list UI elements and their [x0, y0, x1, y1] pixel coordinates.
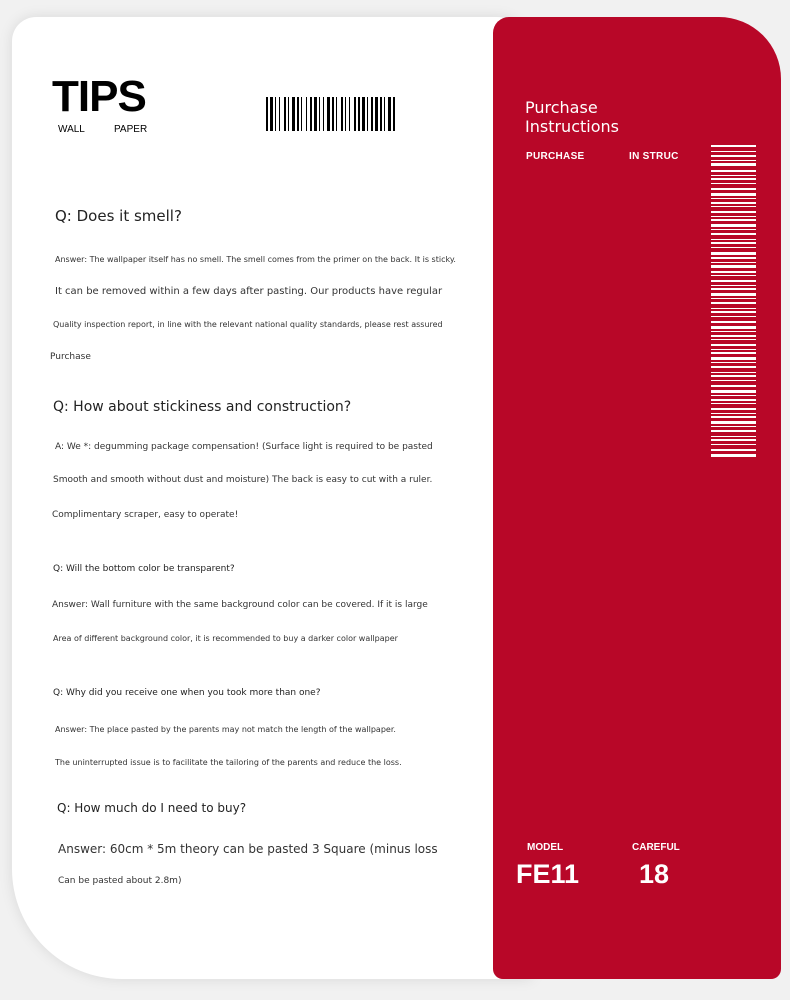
barcode-bar [310, 97, 312, 131]
barcode-stripe [711, 257, 756, 259]
faq-question-1: Q: Does it smell? [55, 207, 182, 225]
barcode-stripe [711, 206, 756, 207]
barcode-bar [266, 97, 268, 131]
barcode-stripe [711, 288, 756, 290]
barcode-bar [393, 97, 395, 131]
barcode-stripe [711, 385, 756, 387]
barcode-bar [327, 97, 330, 131]
barcode-stripe [711, 413, 756, 414]
barcode-stripe [711, 211, 756, 213]
careful-value: 18 [639, 859, 670, 889]
faq-question-4: Q: Why did you receive one when you took more than one? [53, 688, 321, 698]
faq-answer-5-line-2: Can be pasted about 2.8m) [58, 876, 182, 886]
barcode-stripe [711, 311, 756, 313]
faq-answer-2-line-3: Complimentary scraper, easy to operate! [52, 510, 239, 520]
barcode-bar [367, 97, 368, 131]
barcode-stripe [711, 430, 756, 432]
model-value: FE11 [516, 859, 580, 889]
barcode-stripe [711, 285, 756, 286]
barcode-stripe [711, 326, 756, 329]
barcode-bar [279, 97, 280, 131]
faq-answer-1-line-3: Quality inspection report, in line with the relevant national quality standards, please rest assured [53, 320, 443, 329]
barcode-vertical [711, 145, 756, 571]
barcode-stripe [711, 454, 756, 457]
faq-answer-2-line-2: Smooth and smooth without dust and moisture) The back is easy to cut with a ruler. [53, 475, 433, 485]
barcode-stripe [711, 216, 756, 217]
panel-label-instruc: IN STRUC [629, 151, 679, 162]
tips-title: TIPS [52, 72, 146, 121]
faq-question-3: Q: Will the bottom color be transparent? [53, 564, 235, 574]
barcode-bar [301, 97, 302, 131]
faq-answer-2-line-1: A: We *: degumming package compensation! (Surface light is required to be pasted [55, 442, 433, 452]
barcode-stripe [711, 399, 756, 401]
barcode-stripe [711, 380, 756, 381]
barcode-bar [371, 97, 373, 131]
barcode-bar [297, 97, 299, 131]
barcode-stripe [711, 247, 756, 248]
tips-card [12, 17, 532, 979]
barcode-bar [349, 97, 350, 131]
barcode-stripe [711, 198, 756, 199]
barcode-bar [332, 97, 334, 131]
barcode-stripe [711, 416, 756, 418]
barcode-stripe [711, 352, 756, 354]
faq-answer-3-line-1: Answer: Wall furniture with the same background color can be covered. If it is large [52, 600, 428, 610]
barcode-stripe [711, 449, 756, 451]
panel-label-purchase: PURCHASE [526, 151, 585, 162]
barcode-stripe [711, 362, 756, 363]
careful-label: CAREFUL [632, 842, 680, 853]
barcode-stripe [711, 316, 756, 317]
barcode-stripe [711, 421, 756, 424]
barcode-stripe [711, 155, 756, 157]
tips-sub-paper: PAPER [114, 124, 148, 135]
barcode-stripe [711, 339, 756, 340]
barcode-stripe [711, 265, 756, 268]
barcode-bar [380, 97, 382, 131]
barcode-stripe [711, 293, 756, 296]
barcode-stripe [711, 298, 756, 299]
barcode-stripe [711, 357, 756, 360]
barcode-stripe [711, 280, 756, 282]
faq-answer-4-line-1: Answer: The place pasted by the parents may not match the length of the wallpaper. [55, 725, 396, 734]
barcode-bar [336, 97, 337, 131]
barcode-horizontal [266, 97, 464, 131]
barcode-stripe [711, 444, 756, 445]
barcode-bar [341, 97, 343, 131]
barcode-stripe [711, 233, 756, 235]
barcode-stripe [711, 331, 756, 332]
barcode-stripe [711, 183, 756, 184]
barcode-stripe [711, 408, 756, 410]
barcode-stripe [711, 242, 756, 244]
barcode-stripe [711, 375, 756, 377]
barcode-bar [345, 97, 346, 131]
barcode-bar [384, 97, 385, 131]
barcode-stripe [711, 175, 756, 176]
barcode-stripe [711, 224, 756, 227]
faq-answer-4-line-2: The uninterrupted issue is to facilitate the tailoring of the parents and reduce the loss. [55, 758, 402, 767]
barcode-stripe [711, 436, 756, 437]
barcode-stripe [711, 426, 756, 427]
barcode-stripe [711, 163, 756, 166]
barcode-stripe [711, 271, 756, 273]
barcode-bar [358, 97, 360, 131]
barcode-stripe [711, 403, 756, 404]
barcode-stripe [711, 395, 756, 396]
barcode-bar [284, 97, 286, 131]
barcode-bar [375, 97, 378, 131]
barcode-stripe [711, 193, 756, 196]
barcode-stripe [711, 349, 756, 350]
barcode-bar [314, 97, 317, 131]
barcode-bar [323, 97, 324, 131]
panel-title: Purchase Instructions [525, 98, 619, 136]
tips-sub-wall: WALL [58, 124, 85, 135]
barcode-bar [354, 97, 356, 131]
barcode-stripe [711, 188, 756, 190]
barcode-stripe [711, 302, 756, 304]
faq-question-5: Q: How much do I need to buy? [57, 801, 247, 815]
barcode-stripe [711, 202, 756, 204]
barcode-stripe [711, 160, 756, 161]
faq-answer-3-line-2: Area of different background color, it is recommended to buy a darker color wallpaper [53, 634, 398, 643]
barcode-bar [288, 97, 289, 131]
barcode-stripe [711, 239, 756, 240]
barcode-stripe [711, 390, 756, 393]
barcode-stripe [711, 344, 756, 346]
barcode-stripe [711, 178, 756, 180]
barcode-bar [306, 97, 307, 131]
barcode-bar [270, 97, 273, 131]
barcode-stripe [711, 219, 756, 221]
barcode-bar [275, 97, 276, 131]
faq-answer-1-line-4: Purchase [50, 352, 91, 362]
barcode-stripe [711, 372, 756, 373]
barcode-stripe [711, 151, 756, 152]
model-label: MODEL [527, 842, 564, 853]
barcode-stripe [711, 366, 756, 368]
barcode-stripe [711, 321, 756, 323]
faq-answer-1-line-2: It can be removed within a few days after pasting. Our products have regular [55, 286, 443, 297]
barcode-bar [319, 97, 320, 131]
barcode-stripe [711, 229, 756, 230]
barcode-stripe [711, 439, 756, 441]
barcode-stripe [711, 170, 756, 172]
barcode-stripe [711, 335, 756, 337]
faq-question-2: Q: How about stickiness and construction? [53, 399, 352, 415]
barcode-bar [388, 97, 391, 131]
barcode-stripe [711, 275, 756, 276]
barcode-stripe [711, 252, 756, 255]
faq-answer-1-line-1: Answer: The wallpaper itself has no smell. The smell comes from the primer on the back. It is sticky. [55, 255, 456, 264]
barcode-stripe [711, 145, 756, 147]
barcode-bar [292, 97, 295, 131]
faq-answer-5-line-1: Answer: 60cm * 5m theory can be pasted 3 Square (minus loss [58, 842, 438, 856]
barcode-stripe [711, 262, 756, 263]
barcode-bar [362, 97, 365, 131]
barcode-stripe [711, 308, 756, 309]
